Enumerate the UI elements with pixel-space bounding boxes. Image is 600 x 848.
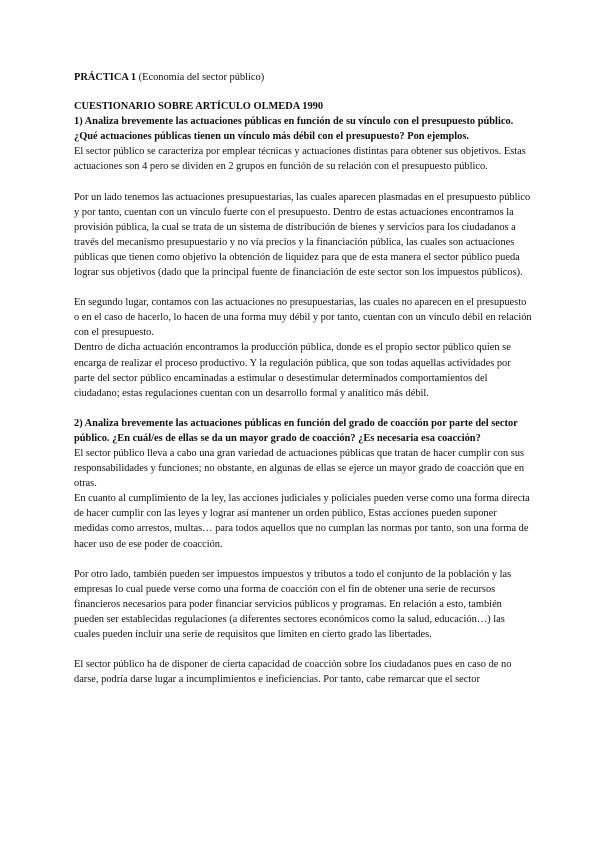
section-heading: CUESTIONARIO SOBRE ARTÍCULO OLMEDA 1990: [74, 101, 324, 113]
q1-paragraph-1: El sector público se caracteriza por emplear técnicas y actuaciones distintas para obtener sus objetivos. Estas actuaciones son 4 pero se dividen en 2 grupos en función de su relación con el presupuesto público.: [74, 146, 526, 173]
question-2: 2) Analiza brevemente las actuaciones públicas en función del grado de coacción por parte del sector público. ¿En cuál/es de ellas se da un mayor grado de coacción? ¿Es necesaria esa coacción?: [74, 417, 518, 444]
document-title: [74, 70, 532, 85]
question-1: 1) Analiza brevemente las actuaciones públicas en función de su vínculo con el presupuesto público. ¿Qué actuaciones públicas tienen un vínculo más débil con el presupuesto? Pon ejemplos.: [74, 116, 514, 143]
q2-paragraph-2: En cuanto al cumplimiento de la ley, las acciones judiciales y policiales pueden verse como una forma directa de hacer cumplir con las leyes y lograr así mantener un orden público, Estas acciones pueden suponer medidas como arrestos, multas… para todos aquellos que no cumplan las normas por tanto, son una forma de hacer uso de ese poder de coacción.: [74, 493, 530, 550]
q1-paragraph-3: En segundo lugar, contamos con las actuaciones no presupuestarias, las cuales no aparecen en el presupuesto o en el caso de hacerlo, lo hacen de una forma muy débil y por tanto, cuentan con un vínculo débil en relación con el presupuesto.: [74, 297, 532, 339]
q2-paragraph-4: El sector público ha de disponer de cierta capacidad de coacción sobre los ciudadanos pues en caso de no darse, podría darse lugar a incumplimientos e ineficiencias. Por tanto, cabe remarcar que el sector: [74, 659, 512, 686]
title-bold: PRÁCTICA 1: [74, 72, 137, 83]
title-subtitle: (Economía del sector público): [136, 72, 265, 83]
document-page: [74, 70, 532, 687]
q2-paragraph-1: El sector público lleva a cabo una gran variedad de actuaciones públicas que tratan de hacer cumplir con sus responsabilidades y funciones; no obstante, en algunas de ellas se ejerce un mayor grado de coacción que en otras.: [74, 447, 525, 490]
q2-paragraph-3: Por otro lado, también pueden ser impuestos impuestos y tributos a todo el conjunto de la población y las empresas lo cual puede verse como una forma de coacción con el fin de obtener una serie de recursos financieros necesarios para poder financiar servicios públicos y programas. En relación a esto, también pueden ser establecidas regulaciones (a diferentes sectores económicos como la salud, educación…) las cuales pueden incluir una serie de requisitos que limiten en cierto grado las libertades.: [74, 568, 512, 640]
q1-paragraph-2: Por un lado tenemos las actuaciones presupuestarias, las cuales aparecen plasmadas en el presupuesto público y por tanto, cuentan con un vínculo fuerte con el presupuesto. Dentro de estas actuaciones encontramos la provisión pública, la cual se trata de un sistema de distribución de bienes y servicios para los ciudadanos a través del mecanismo presupuestario y no vía precios y la financiación pública, las cuales son actuaciones públicas que tienen como objetivo la obtención de liquidez para que de esta manera el sector público pueda lograr sus objetivos (dado que la principal fuente de financiación de este sector son los impuestos públicos).: [74, 191, 531, 279]
q1-paragraph-4: Dentro de dicha actuación encontramos la producción pública, donde es el propio sector público quien se encarga de realizar el proceso productivo. Y la regulación pública, que son todas aquellas actividades por parte del sector público encaminadas a estimular o desestimular determinados comportamientos del ciudadano; estas regulaciones cuentan con un desarrollo formal y analítico más débil.: [74, 342, 511, 399]
